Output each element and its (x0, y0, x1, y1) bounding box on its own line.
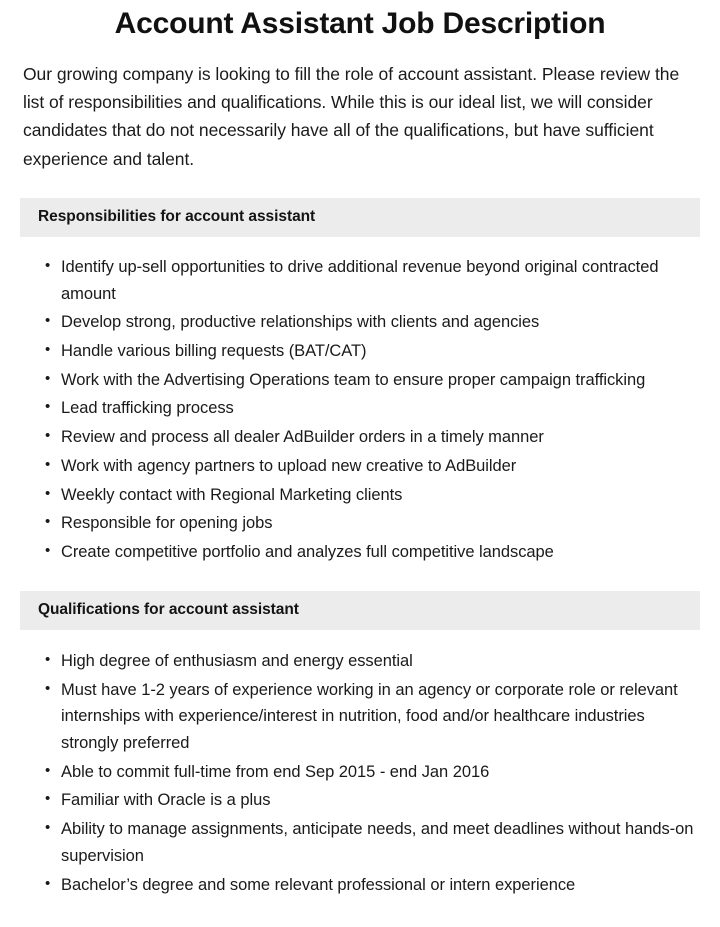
list-item: • Work with the Advertising Operations team to ensure proper campaign trafficking (45, 367, 698, 394)
responsibilities-section-header: Responsibilities for account assistant (20, 198, 700, 237)
intro-paragraph: Our growing company is looking to fill the role of account assistant. Please review the list of responsibilities and qualifications. While this is our ideal list, we will consider candidates that do not necessarily have all of the qualifications, but have sufficient experience and talent. (23, 63, 680, 169)
list-item: • Must have 1-2 years of experience working in an agency or corporate role or relevant internships with experience/interest in nutrition, food and/or healthcare industries strongly preferred (45, 677, 698, 757)
list-item: • Bachelor’s degree and some relevant professional or intern experience (45, 872, 698, 899)
list-item: • Ability to manage assignments, anticipate needs, and meet deadlines without hands-on supervision (45, 816, 698, 869)
page-title: Account Assistant Job Description (114, 7, 606, 40)
list-item: • Create competitive portfolio and analyzes full competitive landscape (45, 539, 698, 566)
job-description-page (0, 5, 720, 927)
list-item: • Identify up-sell opportunities to drive additional revenue beyond original contracted amount (45, 254, 698, 307)
qualifications-list (0, 648, 720, 898)
list-item: • High degree of enthusiasm and energy essential (45, 648, 698, 675)
list-item: • Responsible for opening jobs (45, 510, 698, 537)
responsibilities-list (0, 254, 720, 566)
list-item: • Weekly contact with Regional Marketing clients (45, 482, 698, 509)
list-item: • Handle various billing requests (BAT/CAT) (45, 338, 698, 365)
list-item: • Develop strong, productive relationships with clients and agencies (45, 309, 698, 336)
qualifications-section-header: Qualifications for account assistant (20, 591, 700, 630)
list-item: • Able to commit full-time from end Sep 2015 - end Jan 2016 (45, 759, 698, 786)
list-item: • Work with agency partners to upload new creative to AdBuilder (45, 453, 698, 480)
list-item: • Familiar with Oracle is a plus (45, 787, 698, 814)
list-item: • Lead trafficking process (45, 395, 698, 422)
list-item: • Review and process all dealer AdBuilder orders in a timely manner (45, 424, 698, 451)
